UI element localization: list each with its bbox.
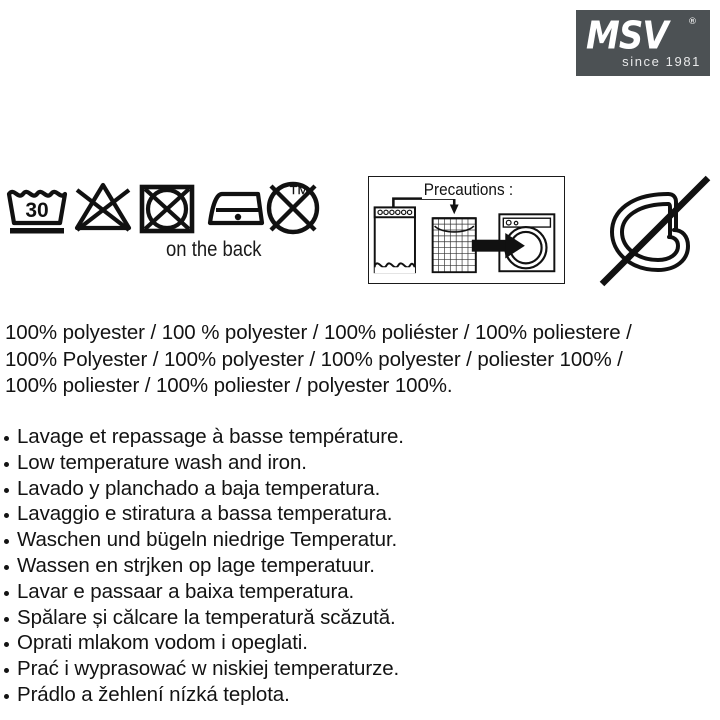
do-not-tumble-dry-icon (136, 178, 198, 240)
list-item (0, 527, 720, 553)
bullet-icon (4, 617, 9, 622)
list-item (0, 424, 720, 450)
list-item-label: Lavaggio e stiratura a bassa temperatura. (17, 502, 393, 526)
registered-trademark-icon: ® (688, 17, 697, 27)
list-item-label: Waschen und bügeln niedrige Temperatur. (17, 528, 398, 552)
list-item-label: Lavado y planchado a baja temperatura. (17, 476, 381, 500)
list-item (0, 476, 720, 502)
do-not-bleach-icon (72, 178, 134, 240)
composition-text (5, 320, 717, 400)
list-item (0, 630, 720, 656)
list-item (0, 605, 720, 631)
list-item (0, 682, 720, 708)
brand-logo (576, 10, 710, 76)
mesh-laundry-bag-icon (433, 218, 476, 272)
svg-text:30: 30 (25, 199, 49, 222)
list-item-label: Spălare și călcare la temperatură scăzută. (17, 605, 396, 629)
list-item (0, 656, 720, 682)
list-item-label: Prać i wyprasować w niskiej temperaturze. (17, 657, 400, 681)
list-item (0, 579, 720, 605)
bullet-icon (4, 565, 9, 570)
list-item-label: Prádlo a žehlení nízká teplota. (17, 682, 290, 706)
bullet-icon (4, 513, 9, 518)
list-item-label: Low temperature wash and iron. (17, 450, 307, 474)
list-item (0, 450, 720, 476)
composition-line: 100% polyester / 100 % polyester / 100% poliéster / 100% poliestere / (5, 321, 632, 344)
bullet-icon (4, 591, 9, 596)
trademark-icon: ™ (288, 181, 310, 206)
wash-tub-30-icon (6, 178, 68, 240)
care-instruction-list (0, 424, 720, 708)
list-item (0, 553, 720, 579)
bracket-arrows (393, 199, 454, 208)
brand-logo-text: MSV (586, 14, 668, 59)
bullet-icon (4, 694, 9, 699)
bullet-icon (4, 539, 9, 544)
bullet-icon (4, 668, 9, 673)
curtain-icon (375, 207, 415, 273)
list-item-label: Oprati mlakom vodom i opeglati. (17, 631, 308, 655)
bullet-icon (4, 436, 9, 441)
care-symbol-row (6, 178, 336, 240)
brand-tagline: since 1981 (622, 54, 701, 69)
composition-line: 100% Polyester / 100% polyester / 100% polyester / poliester 100% / (5, 347, 623, 371)
no-hook-icon (596, 172, 714, 290)
list-item-label: Lavage et repassage à basse température. (17, 425, 404, 448)
bullet-icon (4, 488, 9, 493)
iron-low-icon (200, 178, 268, 240)
precautions-title: Precautions : (423, 180, 514, 199)
care-symbol-note: on the back (166, 238, 262, 261)
arrow-down-icon (450, 204, 459, 214)
bullet-icon (4, 642, 9, 647)
list-item-label: Wassen en strjken op lage temperatuur. (17, 553, 375, 577)
list-item (0, 501, 720, 527)
list-item-label: Lavar e passaar a baixa temperatura. (17, 579, 355, 603)
bullet-icon (4, 462, 9, 467)
composition-line: 100% poliester / 100% poliester / polyester 100%. (5, 374, 453, 397)
